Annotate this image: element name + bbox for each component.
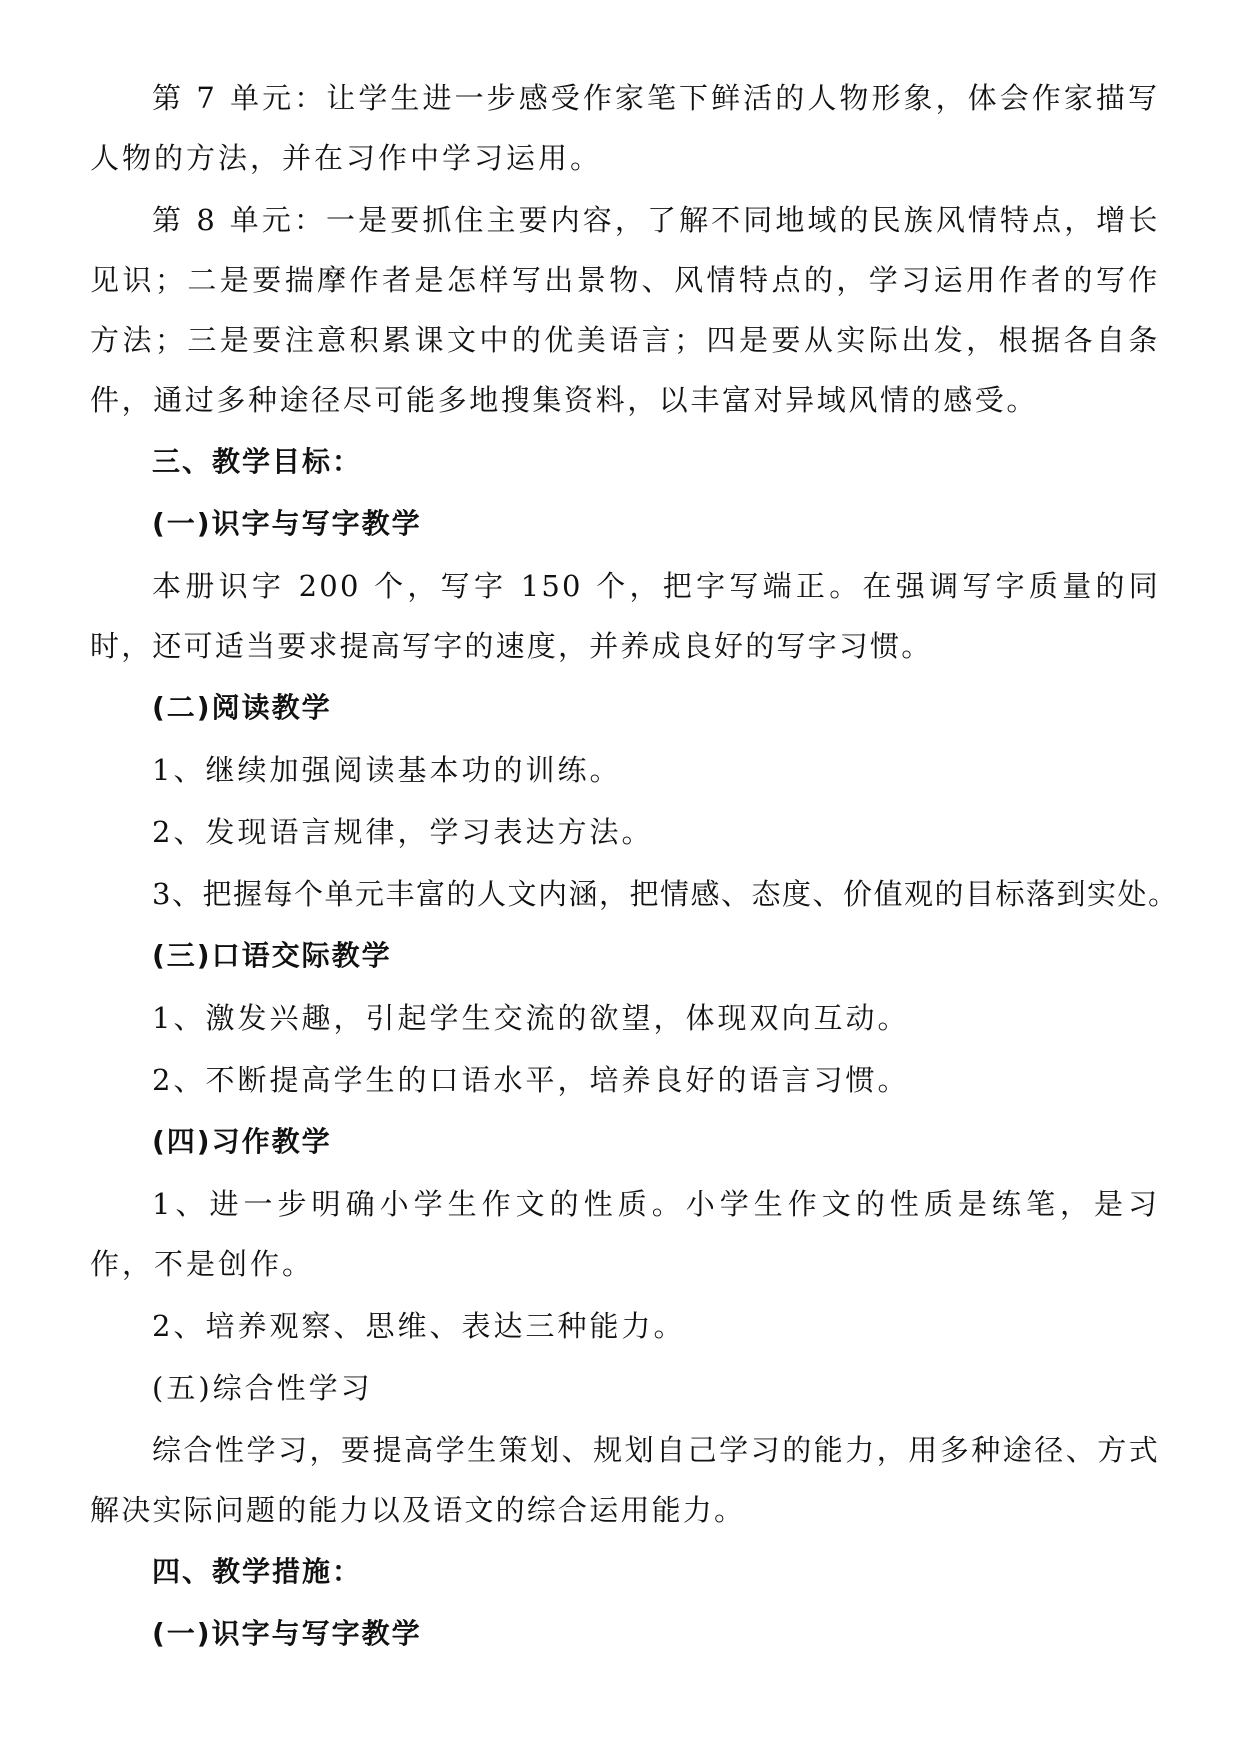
section-heading-teaching-goals: 三、教学目标： (152, 445, 363, 478)
subheading-oral-communication: (三)口语交际教学 (152, 939, 392, 972)
reading-item-3: 3、把握每个单元丰富的人文内涵，把情感、态度、价值观的目标落到实处。 (152, 877, 1179, 911)
subheading-composition: (四)习作教学 (152, 1125, 332, 1158)
oral-item-2: 2、不断提高学生的口语水平，培养良好的语言习惯。 (152, 1063, 910, 1097)
composition-item-2: 2、培养观察、思维、表达三种能力。 (152, 1309, 686, 1343)
paragraph-unit-8: 第 8 单元：一是要抓住主要内容，了解不同地域的民族风情特点，增长见识；二是要揣摩作者是怎样写出景物、风情特点的，学习运用作者的写作方法；三是要注意积累课文中的优美语言；四是要从实际出发，根据各自条件，通过多种途径尽可能多地搜集资料，以丰富对异域风情的感受。 (90, 203, 1160, 417)
reading-item-1: 1、继续加强阅读基本功的训练。 (152, 753, 622, 787)
oral-item-1: 1、激发兴趣，引起学生交流的欲望，体现双向互动。 (152, 1001, 910, 1035)
subheading-literacy-writing-measures: (一)识字与写字教学 (152, 1617, 422, 1650)
section-heading-teaching-measures: 四、教学措施： (152, 1555, 363, 1588)
composition-item-1: 1、进一步明确小学生作文的性质。小学生作文的性质是练笔，是习作，不是创作。 (90, 1187, 1160, 1281)
subheading-literacy-writing: (一)识字与写字教学 (152, 507, 422, 540)
subheading-integrated-learning: (五)综合性学习 (152, 1371, 373, 1405)
subheading-reading: (二)阅读教学 (152, 691, 332, 724)
paragraph-unit-7: 第 7 单元：让学生进一步感受作家笔下鲜活的人物形象，体会作家描写人物的方法，并在习作中学习运用。 (90, 81, 1160, 175)
paragraph-integrated-learning: 综合性学习，要提高学生策划、规划自己学习的能力，用多种途径、方式解决实际问题的能力以及语文的综合运用能力。 (90, 1433, 1160, 1527)
paragraph-literacy-goals: 本册识字 200 个，写字 150 个，把字写端正。在强调写字质量的同时，还可适当要求提高写字的速度，并养成良好的写字习惯。 (90, 569, 1160, 663)
reading-item-2: 2、发现语言规律，学习表达方法。 (152, 815, 654, 849)
document-body (90, 68, 1179, 1664)
